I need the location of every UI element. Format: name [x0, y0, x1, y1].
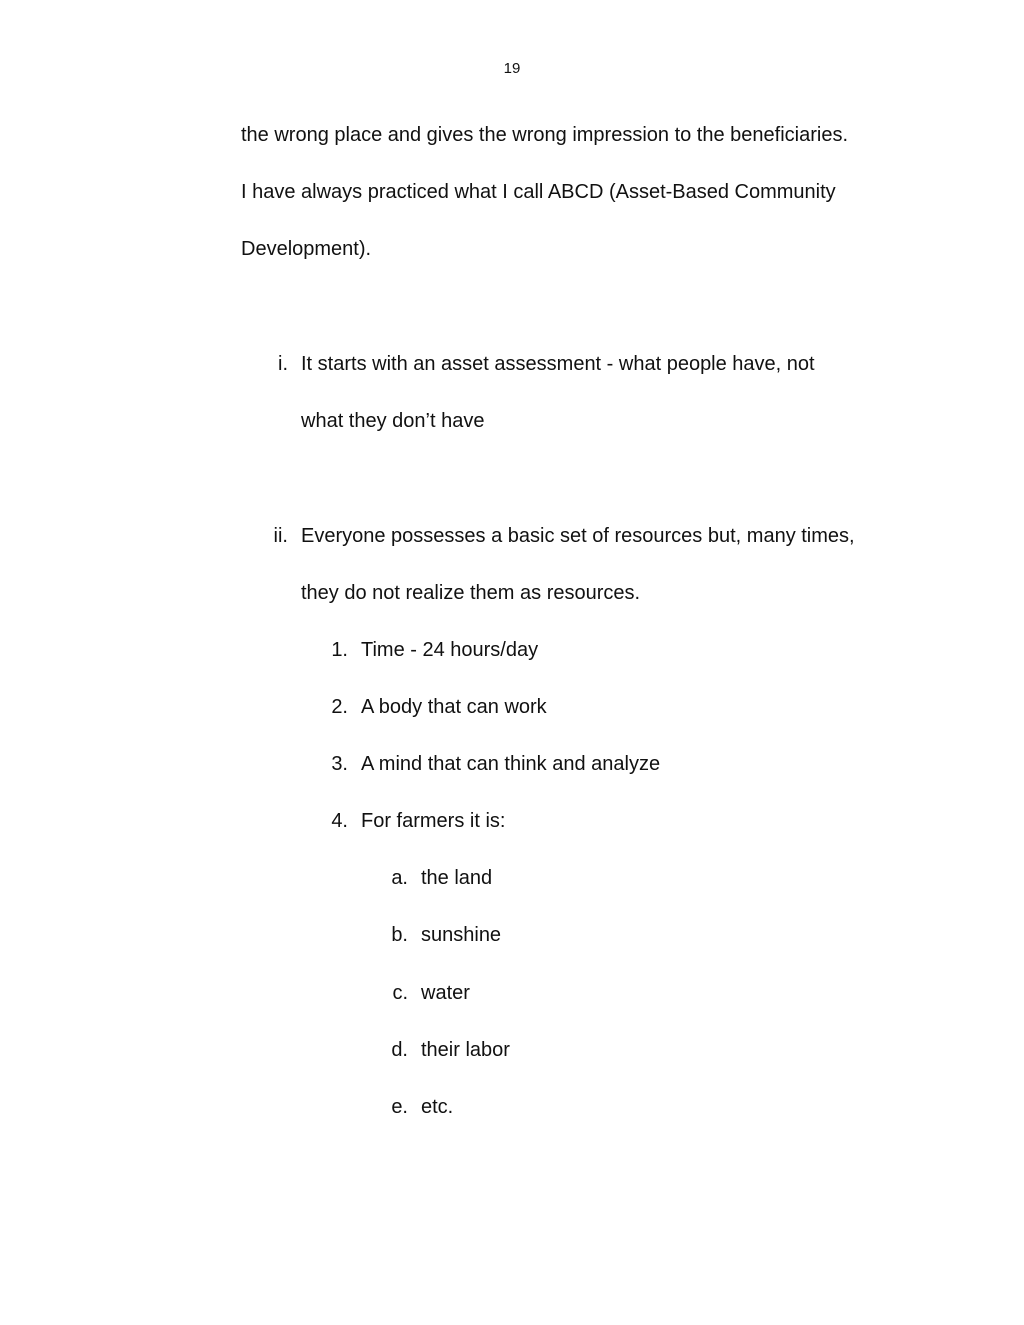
list-marker: ii. — [273, 525, 288, 547]
list-item-text: water — [421, 982, 470, 1004]
list-marker: d. — [391, 1039, 408, 1061]
page-number: 19 — [503, 60, 521, 77]
list-item-text: Time - 24 hours/day — [361, 639, 539, 661]
list-item-text: A body that can work — [361, 696, 547, 718]
list-marker: a. — [391, 867, 408, 889]
list-item-text: the land — [421, 867, 493, 889]
list-item-line: It starts with an asset assessment - what people have, not — [301, 353, 815, 375]
list-item-line: they do not realize them as resources. — [301, 582, 641, 604]
list-item-text: etc. — [421, 1096, 454, 1118]
list-marker: b. — [391, 924, 408, 946]
list-marker: 1. — [331, 639, 348, 661]
list-marker: 3. — [331, 753, 348, 775]
list-item-text: sunshine — [421, 924, 502, 946]
intro-line-3: Development). — [241, 238, 372, 260]
list-item-text: their labor — [421, 1039, 510, 1061]
list-item-line: Everyone possesses a basic set of resources but, many times, — [301, 525, 855, 547]
list-item-text: A mind that can think and analyze — [361, 753, 661, 775]
list-marker: 2. — [331, 696, 348, 718]
list-marker: c. — [392, 982, 408, 1004]
list-marker: i. — [278, 353, 288, 375]
list-item-text: For farmers it is: — [361, 810, 506, 832]
intro-line-1: the wrong place and gives the wrong impression to the beneficiaries. — [241, 124, 849, 146]
intro-line-2: I have always practiced what I call ABCD (Asset-Based Community — [241, 181, 836, 203]
list-marker: 4. — [331, 810, 348, 832]
list-item-line: what they don’t have — [301, 410, 485, 432]
list-marker: e. — [391, 1096, 408, 1118]
